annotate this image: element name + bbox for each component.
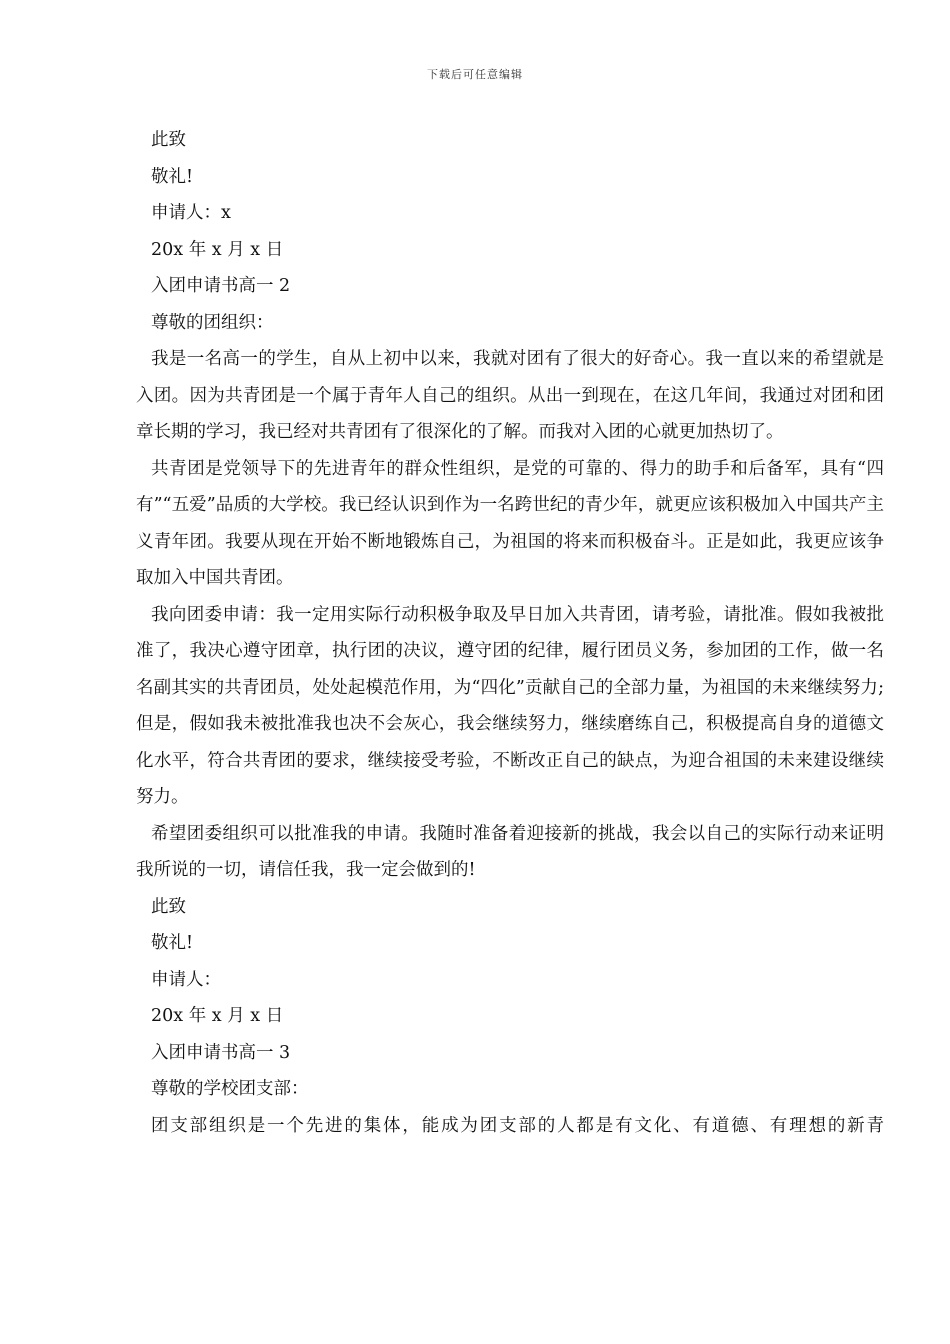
paragraph: 我是一名高一的学生，自从上初中以来，我就对团有了很大的好奇心。我一直以来的希望就是入团。因为共青团是一个属于青年人自己的组织。从出一到现在，在这几年间，我通过对团和团章长期的学习，我已经对共青团有了很深化的了解。而我对入团的心就更加热切了。 — [136, 349, 884, 442]
applicant-line: 申请人：x — [151, 203, 231, 223]
applicant-line: 申请人： — [151, 969, 221, 990]
paragraph: 希望团委组织可以批准我的申请。我随时准备着迎接新的挑战，我会以自己的实际行动来证明我所说的一切，请信任我，我一定会做到的! — [136, 823, 884, 880]
salute-line: 敬礼! — [151, 166, 194, 187]
section-title: 入团申请书高一 3 — [151, 1042, 291, 1063]
closing-line: 此致 — [151, 130, 186, 150]
closing-line: 此致 — [151, 896, 186, 917]
document-body — [136, 122, 884, 1144]
paragraph: 我向团委申请：我一定用实际行动积极争取及早日加入共青团，请考验，请批准。假如我被批准了，我决心遵守团章，执行团的决议，遵守团的纪律，履行团员义务，参加团的工作，做一名名副其实的共青团员，处处起模范作用，为“四化”贡献自己的全部力量，为祖国的未来继续努力;但是，假如我未被批准我也决不会灰心，我会继续努力，继续磨练自己，积极提高自身的道德文化水平，符合共青团的要求，继续接受考验，不断改正自己的缺点，为迎合祖国的未来建设继续努力。 — [136, 604, 884, 807]
section-title: 入团申请书高一 2 — [151, 276, 291, 296]
header-note: 下载后可任意编辑 — [427, 68, 523, 81]
greeting-line: 尊敬的学校团支部： — [151, 1079, 309, 1099]
salute-line: 敬礼! — [151, 933, 194, 953]
date-line: 20x 年 x 月 x 日 — [151, 239, 284, 260]
paragraph: 共青团是党领导下的先进青年的群众性组织，是党的可靠的、得力的助手和后备军，具有“四有”“五爱”品质的大学校。我已经认识到作为一名跨世纪的青少年，就更应该积极加入中国共产主义青年团。我要从现在开始不断地锻炼自己，为祖国的将来而积极奋斗。正是如此，我更应该争取加入中国共青团。 — [136, 458, 884, 588]
paragraph: 团支部组织是一个先进的集体，能成为团支部的人都是有文化、有道德、有理想的新青 — [151, 1115, 884, 1136]
date-line: 20x 年 x 月 x 日 — [151, 1006, 284, 1026]
greeting-line: 尊敬的团组织： — [151, 312, 274, 333]
